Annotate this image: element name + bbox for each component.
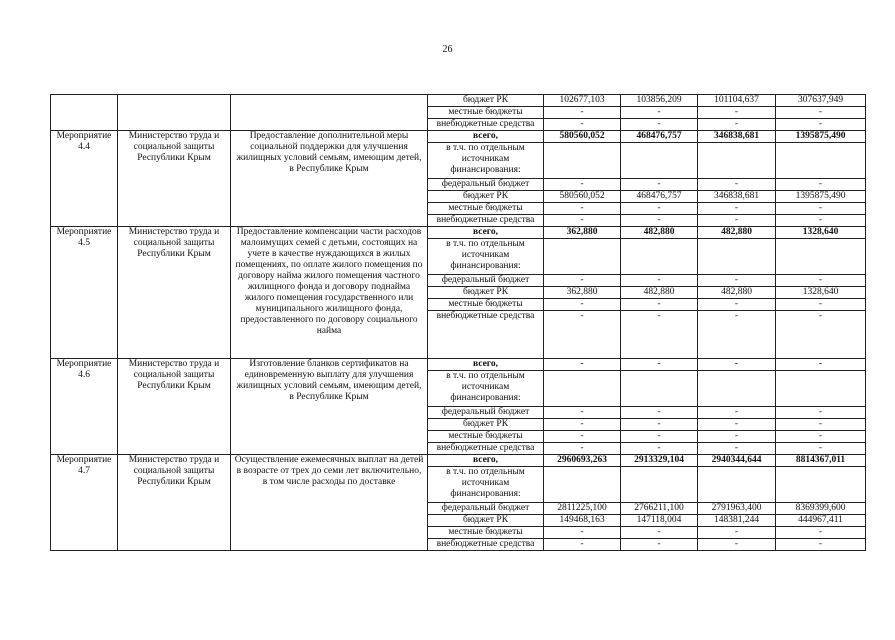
source-label: федеральный бюджет bbox=[428, 407, 544, 419]
value-cell: - bbox=[698, 203, 776, 215]
value-cell: - bbox=[776, 419, 866, 431]
source-label: местные бюджеты bbox=[428, 203, 544, 215]
value-cell: - bbox=[621, 311, 698, 359]
measure-id: Мероприятие 4.4 bbox=[51, 131, 118, 227]
source-label: всего, bbox=[428, 227, 544, 239]
source-label: местные бюджеты bbox=[428, 107, 544, 119]
source-label: всего, bbox=[428, 455, 544, 467]
value-cell: 1328,640 bbox=[776, 227, 866, 239]
value-cell: 580560,052 bbox=[544, 191, 621, 203]
source-label: бюджет РК bbox=[428, 287, 544, 299]
source-label: внебюджетные средства bbox=[428, 119, 544, 131]
value-cell bbox=[776, 467, 866, 503]
value-cell bbox=[776, 239, 866, 275]
value-cell: - bbox=[776, 275, 866, 287]
value-cell: - bbox=[621, 419, 698, 431]
value-cell: - bbox=[544, 299, 621, 311]
value-cell: 444967,411 bbox=[776, 515, 866, 527]
value-cell bbox=[698, 239, 776, 275]
value-cell: - bbox=[544, 431, 621, 443]
value-cell: - bbox=[776, 359, 866, 371]
source-label: бюджет РК bbox=[428, 419, 544, 431]
measure-executor: Министерство труда и социальной защиты Республики Крым bbox=[118, 455, 231, 551]
value-cell: - bbox=[776, 119, 866, 131]
value-cell: - bbox=[544, 107, 621, 119]
value-cell: - bbox=[544, 539, 621, 551]
value-cell: 149468,163 bbox=[544, 515, 621, 527]
source-label: местные бюджеты bbox=[428, 431, 544, 443]
value-cell: 580560,052 bbox=[544, 131, 621, 143]
value-cell: - bbox=[698, 215, 776, 227]
value-cell: 2913329,104 bbox=[621, 455, 698, 467]
measure-executor: Министерство труда и социальной защиты Республики Крым bbox=[118, 359, 231, 455]
total-row bbox=[51, 227, 866, 239]
value-cell: - bbox=[698, 299, 776, 311]
value-cell: 2766211,100 bbox=[621, 503, 698, 515]
value-cell: - bbox=[621, 215, 698, 227]
value-cell: - bbox=[621, 299, 698, 311]
source-label: местные бюджеты bbox=[428, 299, 544, 311]
value-cell: - bbox=[776, 107, 866, 119]
total-row bbox=[51, 131, 866, 143]
continuation-cell bbox=[231, 95, 428, 131]
value-cell: - bbox=[776, 215, 866, 227]
source-label: внебюджетные средства bbox=[428, 443, 544, 455]
source-label: всего, bbox=[428, 131, 544, 143]
value-cell: - bbox=[544, 179, 621, 191]
value-cell: 307637,949 bbox=[776, 95, 866, 107]
value-cell: 8369399,600 bbox=[776, 503, 866, 515]
page-number: 26 bbox=[442, 44, 453, 55]
value-cell: 362,880 bbox=[544, 227, 621, 239]
value-cell: - bbox=[698, 527, 776, 539]
value-cell: - bbox=[621, 179, 698, 191]
value-cell bbox=[621, 143, 698, 179]
value-cell: - bbox=[776, 179, 866, 191]
value-cell: - bbox=[621, 107, 698, 119]
value-cell: 468476,757 bbox=[621, 191, 698, 203]
value-cell: 147118,004 bbox=[621, 515, 698, 527]
value-cell bbox=[776, 143, 866, 179]
value-cell: - bbox=[698, 443, 776, 455]
source-label: бюджет РК bbox=[428, 95, 544, 107]
source-label: внебюджетные средства bbox=[428, 539, 544, 551]
value-cell: - bbox=[776, 203, 866, 215]
value-cell: - bbox=[698, 539, 776, 551]
budget-table bbox=[50, 94, 866, 551]
source-label: в т.ч. по отдельным источникам финансирования: bbox=[428, 143, 544, 179]
value-cell: - bbox=[621, 203, 698, 215]
value-cell: - bbox=[544, 419, 621, 431]
source-label: внебюджетные средства bbox=[428, 311, 544, 359]
measure-description: Изготовление бланков сертификатов на единовременную выплату для улучшения жилищных условий семьям, имеющим детей, в Республике Крым bbox=[231, 359, 428, 455]
value-cell: 482,880 bbox=[698, 227, 776, 239]
continuation-cell bbox=[118, 95, 231, 131]
value-cell bbox=[544, 467, 621, 503]
measure-id: Мероприятие 4.5 bbox=[51, 227, 118, 359]
value-cell: 8814367,011 bbox=[776, 455, 866, 467]
table-row bbox=[51, 95, 866, 107]
total-row bbox=[51, 359, 866, 371]
value-cell: - bbox=[621, 275, 698, 287]
source-label: местные бюджеты bbox=[428, 527, 544, 539]
source-label: федеральный бюджет bbox=[428, 503, 544, 515]
value-cell: 482,880 bbox=[698, 287, 776, 299]
value-cell bbox=[544, 371, 621, 407]
value-cell: - bbox=[621, 527, 698, 539]
value-cell: 102677,103 bbox=[544, 95, 621, 107]
value-cell: - bbox=[544, 527, 621, 539]
value-cell bbox=[621, 239, 698, 275]
measure-id: Мероприятие 4.7 bbox=[51, 455, 118, 551]
value-cell: 482,880 bbox=[621, 227, 698, 239]
measure-id: Мероприятие 4.6 bbox=[51, 359, 118, 455]
value-cell: 1328,640 bbox=[776, 287, 866, 299]
value-cell: - bbox=[776, 527, 866, 539]
value-cell: 103856,209 bbox=[621, 95, 698, 107]
source-label: бюджет РК bbox=[428, 191, 544, 203]
value-cell: - bbox=[544, 203, 621, 215]
value-cell: - bbox=[698, 275, 776, 287]
value-cell bbox=[698, 143, 776, 179]
value-cell: - bbox=[698, 119, 776, 131]
source-label: бюджет РК bbox=[428, 515, 544, 527]
value-cell: - bbox=[698, 431, 776, 443]
value-cell bbox=[544, 143, 621, 179]
value-cell: - bbox=[621, 359, 698, 371]
value-cell bbox=[621, 371, 698, 407]
value-cell bbox=[621, 467, 698, 503]
source-label: федеральный бюджет bbox=[428, 179, 544, 191]
value-cell: - bbox=[776, 311, 866, 359]
value-cell: 2811225,100 bbox=[544, 503, 621, 515]
value-cell: - bbox=[698, 359, 776, 371]
value-cell: 468476,757 bbox=[621, 131, 698, 143]
source-label: всего, bbox=[428, 359, 544, 371]
value-cell: - bbox=[544, 359, 621, 371]
value-cell: - bbox=[544, 407, 621, 419]
value-cell: - bbox=[621, 407, 698, 419]
value-cell: 1395875,490 bbox=[776, 191, 866, 203]
value-cell: 148381,244 bbox=[698, 515, 776, 527]
value-cell: 1395875,490 bbox=[776, 131, 866, 143]
value-cell: - bbox=[698, 407, 776, 419]
value-cell: - bbox=[776, 407, 866, 419]
source-label: федеральный бюджет bbox=[428, 275, 544, 287]
measure-description: Осуществление ежемесячных выплат на детей в возрасте от трех до семи лет включительно, в том числе расходы по доставке bbox=[231, 455, 428, 551]
value-cell: 101104,637 bbox=[698, 95, 776, 107]
value-cell: - bbox=[621, 539, 698, 551]
continuation-cell bbox=[51, 95, 118, 131]
value-cell bbox=[698, 467, 776, 503]
value-cell: - bbox=[698, 419, 776, 431]
measure-description: Предоставление дополнительной меры социальной поддержки для улучшения жилищных условий семьям, имеющим детей, в Республике Крым bbox=[231, 131, 428, 227]
value-cell: 346838,681 bbox=[698, 191, 776, 203]
source-label: в т.ч. по отдельным источникам финансирования: bbox=[428, 239, 544, 275]
value-cell: 346838,681 bbox=[698, 131, 776, 143]
value-cell: - bbox=[544, 119, 621, 131]
value-cell: - bbox=[698, 107, 776, 119]
value-cell bbox=[698, 371, 776, 407]
value-cell: - bbox=[544, 215, 621, 227]
value-cell: - bbox=[698, 311, 776, 359]
value-cell: 362,880 bbox=[544, 287, 621, 299]
value-cell bbox=[544, 239, 621, 275]
value-cell: 482,880 bbox=[621, 287, 698, 299]
value-cell bbox=[776, 371, 866, 407]
total-row bbox=[51, 455, 866, 467]
value-cell: - bbox=[621, 443, 698, 455]
measure-description: Предоставление компенсации части расходов малоимущих семей с детьми, состоящих на учете в качестве нуждающихся в жилых помещениях, по оплате жилого помещения по договору найма жилого помещения частного жилищного фонда и договору поднайма жилого помещения государственного или муниципального жилищного фонда, предоставленного по договору социального найма bbox=[231, 227, 428, 359]
value-cell: 2960693,263 bbox=[544, 455, 621, 467]
source-label: в т.ч. по отдельным источникам финансирования: bbox=[428, 467, 544, 503]
value-cell: - bbox=[698, 179, 776, 191]
value-cell: - bbox=[776, 443, 866, 455]
measure-executor: Министерство труда и социальной защиты Республики Крым bbox=[118, 131, 231, 227]
value-cell: - bbox=[776, 299, 866, 311]
value-cell: - bbox=[776, 431, 866, 443]
value-cell: - bbox=[776, 539, 866, 551]
value-cell: - bbox=[544, 275, 621, 287]
value-cell: - bbox=[544, 443, 621, 455]
measure-executor: Министерство труда и социальной защиты Республики Крым bbox=[118, 227, 231, 359]
source-label: в т.ч. по отдельным источникам финансирования: bbox=[428, 371, 544, 407]
value-cell: - bbox=[544, 311, 621, 359]
value-cell: - bbox=[621, 431, 698, 443]
value-cell: 2791963,400 bbox=[698, 503, 776, 515]
value-cell: 2940344,644 bbox=[698, 455, 776, 467]
source-label: внебюджетные средства bbox=[428, 215, 544, 227]
value-cell: - bbox=[621, 119, 698, 131]
